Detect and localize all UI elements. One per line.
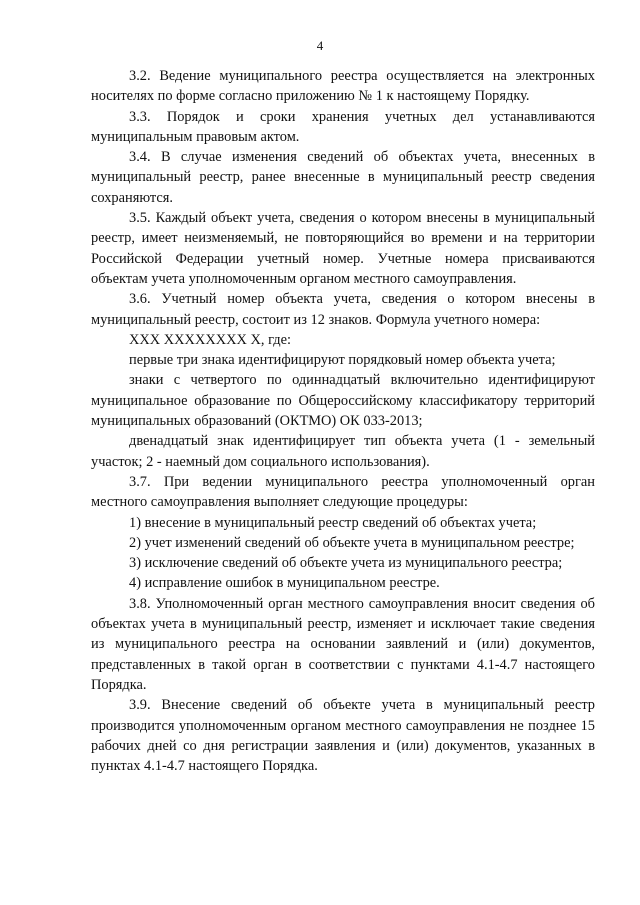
document-body xyxy=(91,66,595,776)
formula-part-2: знаки с четвертого по одиннадцатый включительно идентифицируют муниципальное образование по Общероссийскому классификатору территорий муниципальных образований (ОКТМО) ОК 033-2013; xyxy=(91,372,595,430)
paragraph-3-9: 3.9. Внесение сведений об объекте учета в муниципальный реестр производится уполномоченным органом местного самоуправления не позднее 15 рабочих дней со дня регистрации заявления и (или) документов, указанных в пунктах 4.1-4.7 настоящего Порядка. xyxy=(91,697,595,775)
procedure-4: 4) исправление ошибок в муниципальном реестре. xyxy=(129,575,440,592)
paragraph-3-6: 3.6. Учетный номер объекта учета, сведения о котором внесены в муниципальный реестр, состоит из 12 знаков. Формула учетного номера: xyxy=(91,291,595,328)
procedure-2: 2) учет изменений сведений об объекте учета в муниципальном реестре; xyxy=(129,534,575,551)
formula-part-1: первые три знака идентифицируют порядковый номер объекта учета; xyxy=(129,352,556,369)
formula-part-3: двенадцатый знак идентифицирует тип объекта учета (1 - земельный участок; 2 - наемный дом социального использования). xyxy=(91,433,595,470)
paragraph-3-8: 3.8. Уполномоченный орган местного самоуправления вносит сведения об объектах учета в муниципальный реестр, изменяет и исключает такие сведения из муниципального реестра на основании заявлений и (или) документов, представленных в такой орган в соответствии с пунктами 4.1-4.7 настоящего Порядка. xyxy=(91,595,595,693)
paragraph-3-2: 3.2. Ведение муниципального реестра осуществляется на электронных носителях по форме согласно приложению № 1 к настоящему Порядку. xyxy=(91,68,595,105)
page-number: 4 xyxy=(316,38,324,53)
procedure-3: 3) исключение сведений об объекте учета из муниципального реестра; xyxy=(129,555,563,572)
paragraph-3-7: 3.7. При ведении муниципального реестра уполномоченный орган местного самоуправления выполняет следующие процедуры: xyxy=(91,473,595,511)
paragraph-3-4: 3.4. В случае изменения сведений об объектах учета, внесенных в муниципальный реестр, ранее внесенные в муниципальный реестр сведения сохраняются. xyxy=(91,149,595,206)
paragraph-3-5: 3.5. Каждый объект учета, сведения о котором внесены в муниципальный реестр, имеет неизменяемый, не повторяющийся во времени и на территории Российской Федерации учетный номер. Учетные номера присваиваются объектам учета уполномоченным органом местного самоуправления. xyxy=(91,210,595,287)
paragraph-3-3: 3.3. Порядок и сроки хранения учетных дел устанавливаются муниципальным правовым актом. xyxy=(91,108,595,145)
procedure-1: 1) внесение в муниципальный реестр сведений об объектах учета; xyxy=(129,514,537,531)
number-formula: XXX XXXXXXXX X, где: xyxy=(129,331,291,348)
